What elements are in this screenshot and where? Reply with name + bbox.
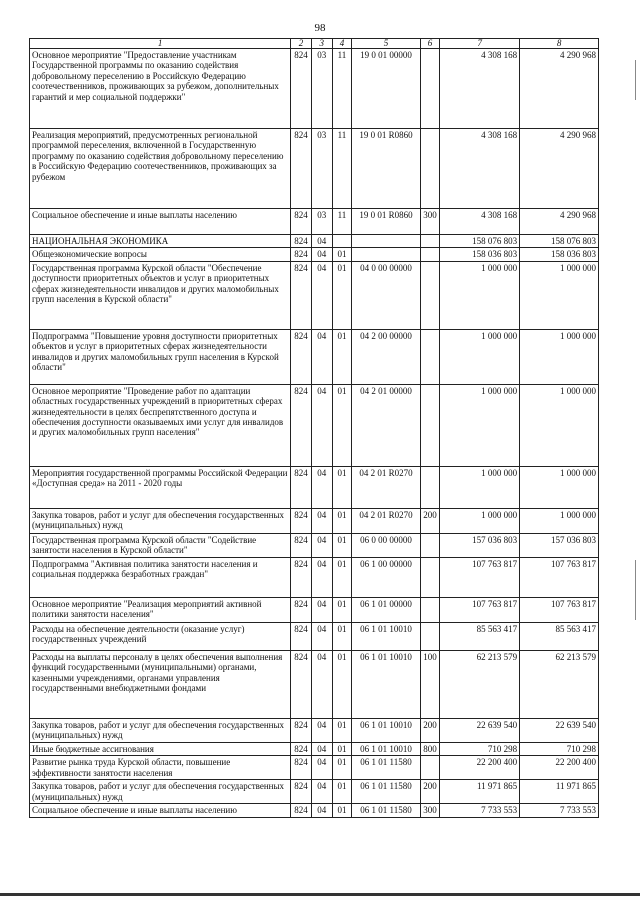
row-name-cell: Закупка товаров, работ и услуг для обеспечения государственных (муниципальных) нужд	[30, 780, 291, 804]
row-pr-cell: 01	[332, 508, 352, 533]
scan-bottom-border	[0, 893, 640, 896]
row-vr-cell	[420, 235, 440, 248]
row-pr-cell: 01	[332, 384, 352, 466]
table-row	[30, 248, 599, 261]
row-vr-cell	[420, 129, 440, 209]
table-row	[30, 650, 599, 718]
row-name-cell: Общеэкономические вопросы	[30, 248, 291, 261]
row-pr-cell: 11	[332, 209, 352, 235]
table-row	[30, 329, 599, 384]
row-name-cell: Расходы на выплаты персоналу в целях обеспечения выполнения функций государственными (муниципальными) органами, казенными учреждениями, органами управления государственными внебюджетными фондами	[30, 650, 291, 718]
row-csr-cell: 19 0 01 00000	[352, 49, 420, 129]
row-csr-cell	[352, 235, 420, 248]
row-vr-cell	[420, 261, 440, 329]
table-row	[30, 718, 599, 742]
row-pr-cell: 01	[332, 261, 352, 329]
row-amount-2019-cell: 1 000 000	[440, 508, 520, 533]
row-vr-cell	[420, 597, 440, 622]
header-cell: 6	[420, 39, 440, 49]
row-amount-2019-cell: 710 298	[440, 742, 520, 755]
header-cell: 1	[30, 39, 291, 49]
row-rz-cell: 03	[311, 129, 332, 209]
row-ved-cell: 824	[291, 718, 312, 742]
row-amount-2020-cell: 11 971 865	[520, 780, 599, 804]
row-ved-cell: 824	[291, 742, 312, 755]
row-csr-cell: 19 0 01 R0860	[352, 129, 420, 209]
table-row	[30, 235, 599, 248]
row-amount-2019-cell: 1 000 000	[440, 466, 520, 508]
header-cell: 7	[440, 39, 520, 49]
row-pr-cell: 11	[332, 129, 352, 209]
row-amount-2019-cell: 22 639 540	[440, 718, 520, 742]
row-vr-cell: 200	[420, 780, 440, 804]
row-csr-cell: 06 1 01 11580	[352, 780, 420, 804]
budget-table	[29, 38, 599, 818]
row-vr-cell	[420, 248, 440, 261]
table-row	[30, 557, 599, 597]
row-vr-cell	[420, 49, 440, 129]
row-amount-2019-cell: 1 000 000	[440, 329, 520, 384]
row-ved-cell: 824	[291, 235, 312, 248]
row-ved-cell: 824	[291, 384, 312, 466]
row-amount-2019-cell: 22 200 400	[440, 756, 520, 780]
row-amount-2020-cell: 1 000 000	[520, 508, 599, 533]
row-amount-2020-cell: 62 213 579	[520, 650, 599, 718]
row-amount-2019-cell: 11 971 865	[440, 780, 520, 804]
scan-edge-mark	[635, 60, 636, 100]
row-rz-cell: 03	[311, 49, 332, 129]
row-rz-cell: 04	[311, 235, 332, 248]
row-vr-cell	[420, 756, 440, 780]
row-csr-cell: 04 2 00 00000	[352, 329, 420, 384]
row-pr-cell: 01	[332, 756, 352, 780]
row-csr-cell: 06 1 01 10010	[352, 622, 420, 650]
row-name-cell: Закупка товаров, работ и услуг для обеспечения государственных (муниципальных) нужд	[30, 718, 291, 742]
row-ved-cell: 824	[291, 597, 312, 622]
table-row	[30, 129, 599, 209]
row-amount-2019-cell: 1 000 000	[440, 384, 520, 466]
row-ved-cell: 824	[291, 329, 312, 384]
row-amount-2020-cell: 22 639 540	[520, 718, 599, 742]
row-name-cell: Основное мероприятие "Реализация мероприятий активной политики занятости населения"	[30, 597, 291, 622]
row-csr-cell: 06 1 01 10010	[352, 718, 420, 742]
header-cell: 4	[332, 39, 352, 49]
row-pr-cell: 11	[332, 49, 352, 129]
row-csr-cell: 06 1 01 11580	[352, 804, 420, 817]
row-ved-cell: 824	[291, 209, 312, 235]
row-name-cell: Государственная программа Курской области "Обеспечение доступности приоритетных объектов и услуг в приоритетных сферах жизнедеятельности инвалидов и других маломобильных групп населения в Курской области"	[30, 261, 291, 329]
row-amount-2020-cell: 710 298	[520, 742, 599, 755]
row-pr-cell: 01	[332, 718, 352, 742]
row-rz-cell: 04	[311, 248, 332, 261]
row-rz-cell: 04	[311, 650, 332, 718]
row-rz-cell: 04	[311, 780, 332, 804]
row-amount-2019-cell: 85 563 417	[440, 622, 520, 650]
row-rz-cell: 04	[311, 261, 332, 329]
row-pr-cell: 01	[332, 557, 352, 597]
row-csr-cell: 19 0 01 R0860	[352, 209, 420, 235]
table-row	[30, 756, 599, 780]
table-row	[30, 597, 599, 622]
row-ved-cell: 824	[291, 756, 312, 780]
row-csr-cell: 06 1 01 10010	[352, 650, 420, 718]
row-rz-cell: 04	[311, 597, 332, 622]
row-amount-2019-cell: 107 763 817	[440, 597, 520, 622]
row-pr-cell: 01	[332, 650, 352, 718]
page-number: 98	[314, 22, 326, 34]
header-cell: 8	[520, 39, 599, 49]
row-rz-cell: 04	[311, 557, 332, 597]
row-csr-cell: 06 1 00 00000	[352, 557, 420, 597]
row-pr-cell: 01	[332, 804, 352, 817]
table-row	[30, 49, 599, 129]
row-rz-cell: 03	[311, 209, 332, 235]
row-ved-cell: 824	[291, 622, 312, 650]
row-amount-2020-cell: 1 000 000	[520, 466, 599, 508]
row-vr-cell: 800	[420, 742, 440, 755]
row-vr-cell	[420, 557, 440, 597]
row-csr-cell	[352, 248, 420, 261]
table-row	[30, 622, 599, 650]
row-rz-cell: 04	[311, 329, 332, 384]
row-name-cell: Мероприятия государственной программы Российской Федерации «Доступная среда» на 2011 - 2020 годы	[30, 466, 291, 508]
row-ved-cell: 824	[291, 650, 312, 718]
row-rz-cell: 04	[311, 804, 332, 817]
row-pr-cell	[332, 235, 352, 248]
row-rz-cell: 04	[311, 508, 332, 533]
row-amount-2020-cell: 107 763 817	[520, 557, 599, 597]
row-amount-2020-cell: 4 290 968	[520, 49, 599, 129]
row-pr-cell: 01	[332, 248, 352, 261]
scan-edge-mark	[635, 560, 636, 620]
row-amount-2019-cell: 158 036 803	[440, 248, 520, 261]
row-vr-cell	[420, 466, 440, 508]
row-rz-cell: 04	[311, 622, 332, 650]
row-rz-cell: 04	[311, 466, 332, 508]
table-row	[30, 261, 599, 329]
row-name-cell: Основное мероприятие "Предоставление участникам Государственной программы по оказанию содействия добровольному переселению в Российскую Федерацию соотечественников, проживающих за рубежом, дополнительных гарантий и мер социальной поддержки"	[30, 49, 291, 129]
row-pr-cell: 01	[332, 780, 352, 804]
row-pr-cell: 01	[332, 533, 352, 557]
row-amount-2020-cell: 157 036 803	[520, 533, 599, 557]
table-row	[30, 780, 599, 804]
row-rz-cell: 04	[311, 742, 332, 755]
row-name-cell: Социальное обеспечение и иные выплаты населению	[30, 209, 291, 235]
row-ved-cell: 824	[291, 248, 312, 261]
row-csr-cell: 06 1 01 11580	[352, 756, 420, 780]
row-amount-2020-cell: 1 000 000	[520, 384, 599, 466]
row-amount-2020-cell: 4 290 968	[520, 129, 599, 209]
row-name-cell: Расходы на обеспечение деятельности (оказание услуг) государственных учреждений	[30, 622, 291, 650]
row-name-cell: Реализация мероприятий, предусмотренных региональной программой переселения, включенной в Государственную программу по оказанию содействия добровольному переселению в Российскую Федерацию соотечественников, проживающих за рубежом	[30, 129, 291, 209]
header-cell: 2	[291, 39, 312, 49]
row-amount-2019-cell: 157 036 803	[440, 533, 520, 557]
row-csr-cell: 06 1 01 00000	[352, 597, 420, 622]
row-name-cell: Подпрограмма "Повышение уровня доступности приоритетных объектов и услуг в приоритетных сферах жизнедеятельности инвалидов и других маломобильных групп населения в Курской области"	[30, 329, 291, 384]
row-amount-2020-cell: 158 036 803	[520, 248, 599, 261]
table-row	[30, 384, 599, 466]
row-amount-2019-cell: 62 213 579	[440, 650, 520, 718]
row-name-cell: Развитие рынка труда Курской области, повышение эффективности занятости населения	[30, 756, 291, 780]
row-name-cell: Социальное обеспечение и иные выплаты населению	[30, 804, 291, 817]
table-row	[30, 508, 599, 533]
header-row	[30, 39, 599, 49]
row-amount-2020-cell: 158 076 803	[520, 235, 599, 248]
row-amount-2019-cell: 4 308 168	[440, 129, 520, 209]
table-row	[30, 804, 599, 817]
row-pr-cell: 01	[332, 329, 352, 384]
table-row	[30, 533, 599, 557]
row-csr-cell: 04 0 00 00000	[352, 261, 420, 329]
row-vr-cell	[420, 622, 440, 650]
row-pr-cell: 01	[332, 742, 352, 755]
row-amount-2020-cell: 107 763 817	[520, 597, 599, 622]
table-row	[30, 742, 599, 755]
row-name-cell: Основное мероприятие "Проведение работ по адаптации областных государственных учреждений в приоритетных сферах жизнедеятельности в целях беспрепятственного доступа и обеспечения доступности оказываемых ими услуг для инвалидов и других маломобильных групп населения"	[30, 384, 291, 466]
row-pr-cell: 01	[332, 597, 352, 622]
row-amount-2020-cell: 4 290 968	[520, 209, 599, 235]
row-amount-2019-cell: 107 763 817	[440, 557, 520, 597]
row-vr-cell: 200	[420, 718, 440, 742]
row-name-cell: Иные бюджетные ассигнования	[30, 742, 291, 755]
row-csr-cell: 04 2 01 R0270	[352, 508, 420, 533]
row-name-cell: Закупка товаров, работ и услуг для обеспечения государственных (муниципальных) нужд	[30, 508, 291, 533]
row-amount-2020-cell: 85 563 417	[520, 622, 599, 650]
row-amount-2019-cell: 158 076 803	[440, 235, 520, 248]
row-name-cell: Подпрограмма "Активная политика занятости населения и социальная поддержка безработных граждан"	[30, 557, 291, 597]
row-amount-2020-cell: 1 000 000	[520, 329, 599, 384]
row-rz-cell: 04	[311, 384, 332, 466]
row-ved-cell: 824	[291, 508, 312, 533]
row-pr-cell: 01	[332, 622, 352, 650]
row-vr-cell	[420, 533, 440, 557]
row-amount-2019-cell: 4 308 168	[440, 49, 520, 129]
row-amount-2019-cell: 1 000 000	[440, 261, 520, 329]
row-vr-cell	[420, 329, 440, 384]
row-ved-cell: 824	[291, 466, 312, 508]
row-csr-cell: 06 1 01 10010	[352, 742, 420, 755]
row-ved-cell: 824	[291, 533, 312, 557]
row-ved-cell: 824	[291, 129, 312, 209]
row-amount-2020-cell: 7 733 553	[520, 804, 599, 817]
row-ved-cell: 824	[291, 780, 312, 804]
row-vr-cell	[420, 384, 440, 466]
row-rz-cell: 04	[311, 533, 332, 557]
table-row	[30, 466, 599, 508]
row-pr-cell: 01	[332, 466, 352, 508]
row-name-cell: НАЦИОНАЛЬНАЯ ЭКОНОМИКА	[30, 235, 291, 248]
row-amount-2019-cell: 4 308 168	[440, 209, 520, 235]
row-csr-cell: 06 0 00 00000	[352, 533, 420, 557]
header-cell: 3	[311, 39, 332, 49]
row-ved-cell: 824	[291, 804, 312, 817]
row-ved-cell: 824	[291, 261, 312, 329]
row-amount-2020-cell: 22 200 400	[520, 756, 599, 780]
row-vr-cell: 300	[420, 804, 440, 817]
row-csr-cell: 04 2 01 00000	[352, 384, 420, 466]
row-rz-cell: 04	[311, 718, 332, 742]
row-amount-2019-cell: 7 733 553	[440, 804, 520, 817]
row-amount-2020-cell: 1 000 000	[520, 261, 599, 329]
row-vr-cell: 100	[420, 650, 440, 718]
row-rz-cell: 04	[311, 756, 332, 780]
row-csr-cell: 04 2 01 R0270	[352, 466, 420, 508]
row-ved-cell: 824	[291, 557, 312, 597]
header-cell: 5	[352, 39, 420, 49]
table-row	[30, 209, 599, 235]
row-ved-cell: 824	[291, 49, 312, 129]
row-vr-cell: 300	[420, 209, 440, 235]
row-name-cell: Государственная программа Курской области "Содействие занятости населения в Курской области"	[30, 533, 291, 557]
row-vr-cell: 200	[420, 508, 440, 533]
